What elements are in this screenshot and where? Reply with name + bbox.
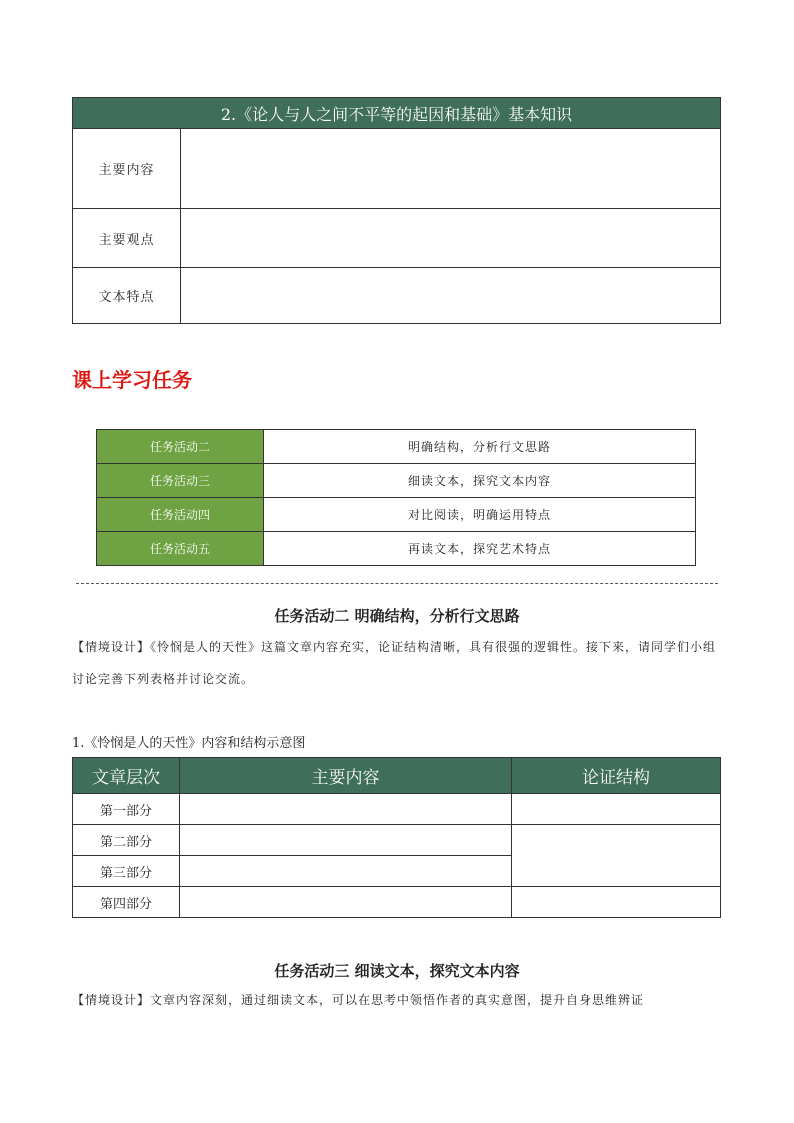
content-cell[interactable] [180,856,512,887]
task-desc: 对比阅读，明确运用特点 [264,498,696,532]
table-row [73,887,721,918]
header-level: 文章层次 [73,758,180,794]
header-content: 主要内容 [180,758,512,794]
content-cell[interactable] [180,794,512,825]
basic-knowledge-table [72,97,721,324]
structure-table [72,757,721,918]
task-name: 任务活动二 [97,430,264,464]
task-name: 任务活动四 [97,498,264,532]
part-label: 第三部分 [73,856,180,887]
part-label: 第一部分 [73,794,180,825]
activity2-heading: 任务活动二 明确结构，分析行文思路 [274,607,520,625]
table-row [73,794,721,825]
task-row [97,498,696,532]
section-title: 课上学习任务 [72,368,192,392]
structure-cell[interactable] [512,887,721,918]
task-name: 任务活动三 [97,464,264,498]
part-label: 第四部分 [73,887,180,918]
activity2-subheading: 1.《怜悯是人的天性》内容和结构示意图 [72,736,306,751]
task-row [97,464,696,498]
task-desc: 再读文本，探究艺术特点 [264,532,696,566]
row-label-text-features: 文本特点 [73,268,181,324]
structure-cell-merged[interactable] [512,825,721,887]
part-label: 第二部分 [73,825,180,856]
activity3-paragraph: 【情境设计】文章内容深刻，通过细读文本，可以在思考中领悟作者的真实意图，提升自身思维辨证 [72,993,645,1007]
row-label-main-viewpoint: 主要观点 [73,209,181,268]
structure-cell[interactable] [512,794,721,825]
main-content-cell[interactable] [181,129,721,209]
task-desc: 明确结构，分析行文思路 [264,430,696,464]
main-viewpoint-cell[interactable] [181,209,721,268]
content-cell[interactable] [180,825,512,856]
row-label-main-content: 主要内容 [73,129,181,209]
content-cell[interactable] [180,887,512,918]
task-row [97,532,696,566]
header-structure: 论证结构 [512,758,721,794]
task-row [97,430,696,464]
text-features-cell[interactable] [181,268,721,324]
task-name: 任务活动五 [97,532,264,566]
basic-table-title: 2.《论人与人之间不平等的起因和基础》基本知识 [73,98,721,129]
task-table [96,429,696,566]
table-row [73,825,721,856]
activity2-paragraph: 【情境设计】《怜悯是人的天性》这篇文章内容充实，论证结构清晰，具有很强的逻辑性。接下来，请同学们小组讨论完善下列表格并讨论交流。 [72,640,717,686]
task-desc: 细读文本，探究文本内容 [264,464,696,498]
dashed-divider [76,583,718,584]
activity3-heading: 任务活动三 细读文本，探究文本内容 [274,962,520,980]
